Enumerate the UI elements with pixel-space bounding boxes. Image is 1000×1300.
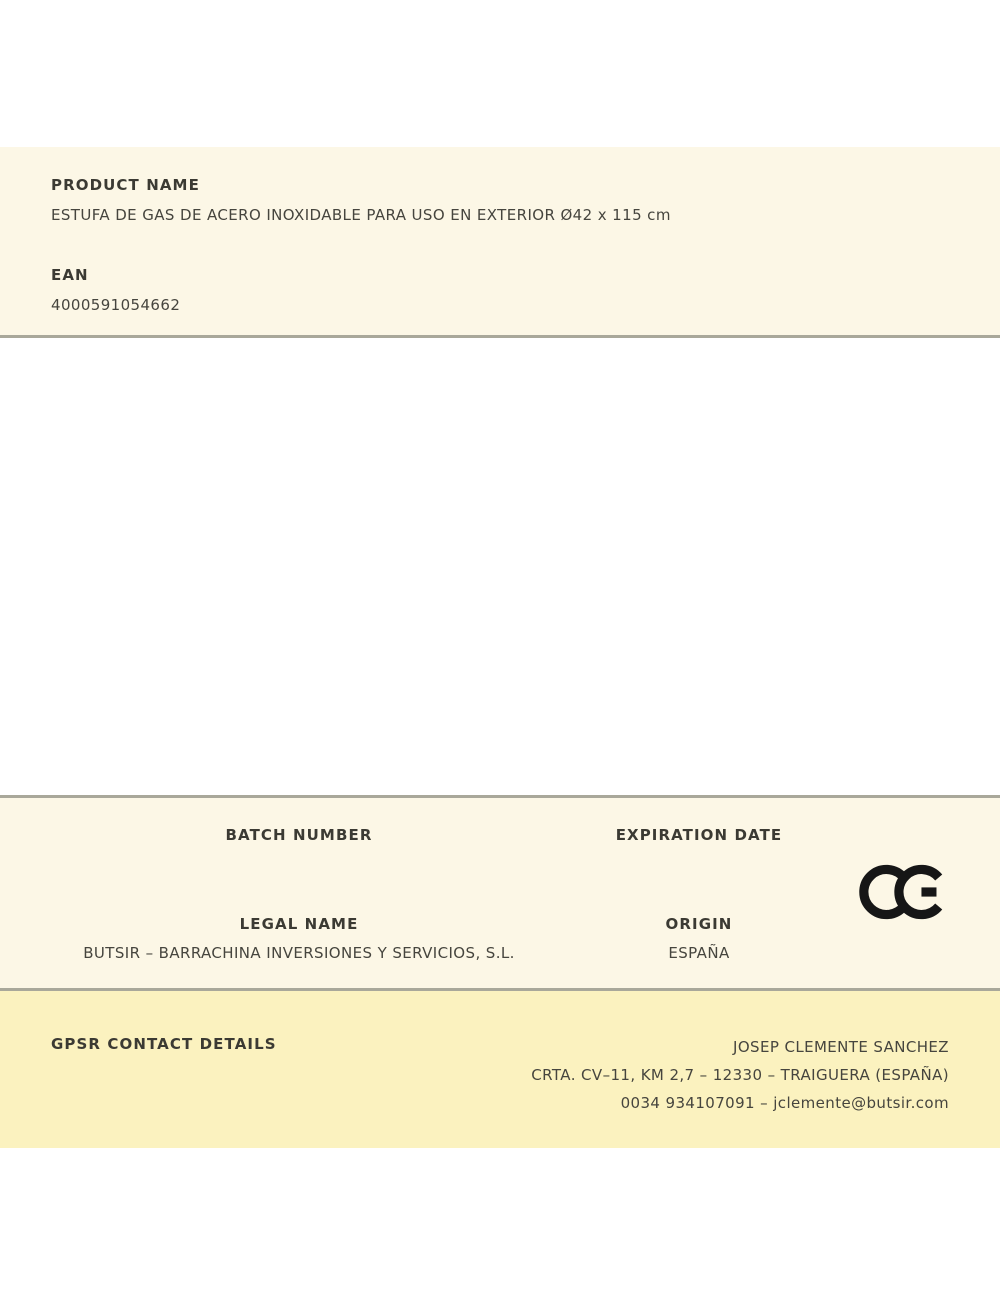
gpsr-contact-label: GPSR CONTACT DETAILS xyxy=(51,1035,277,1053)
product-section xyxy=(0,147,1000,338)
contact-section xyxy=(0,991,1000,1148)
expiration-date-label: EXPIRATION DATE xyxy=(615,826,783,844)
contact-phone-email: 0034 934107091 – jclemente@butsir.com xyxy=(620,1094,949,1112)
contact-address: CRTA. CV–11, KM 2,7 – 12330 – TRAIGUERA (ESPAÑA) xyxy=(531,1066,949,1084)
legal-name-label: LEGAL NAME xyxy=(239,915,359,933)
product-name-label: PRODUCT NAME xyxy=(51,176,200,194)
batch-number-label: BATCH NUMBER xyxy=(225,826,373,844)
traceability-section xyxy=(0,795,1000,991)
ean-value: 4000591054662 xyxy=(51,296,181,314)
ean-label: EAN xyxy=(51,266,89,284)
contact-name: JOSEP CLEMENTE SANCHEZ xyxy=(733,1038,949,1056)
contact-details xyxy=(531,1033,949,1117)
origin-label: ORIGIN xyxy=(665,915,733,933)
origin-value: ESPAÑA xyxy=(668,944,730,962)
legal-name-value: BUTSIR – BARRACHINA INVERSIONES Y SERVICIOS, S.L. xyxy=(83,944,515,962)
product-name-value: ESTUFA DE GAS DE ACERO INOXIDABLE PARA USO EN EXTERIOR Ø42 x 115 cm xyxy=(51,206,671,224)
ce-mark-icon xyxy=(858,861,944,923)
